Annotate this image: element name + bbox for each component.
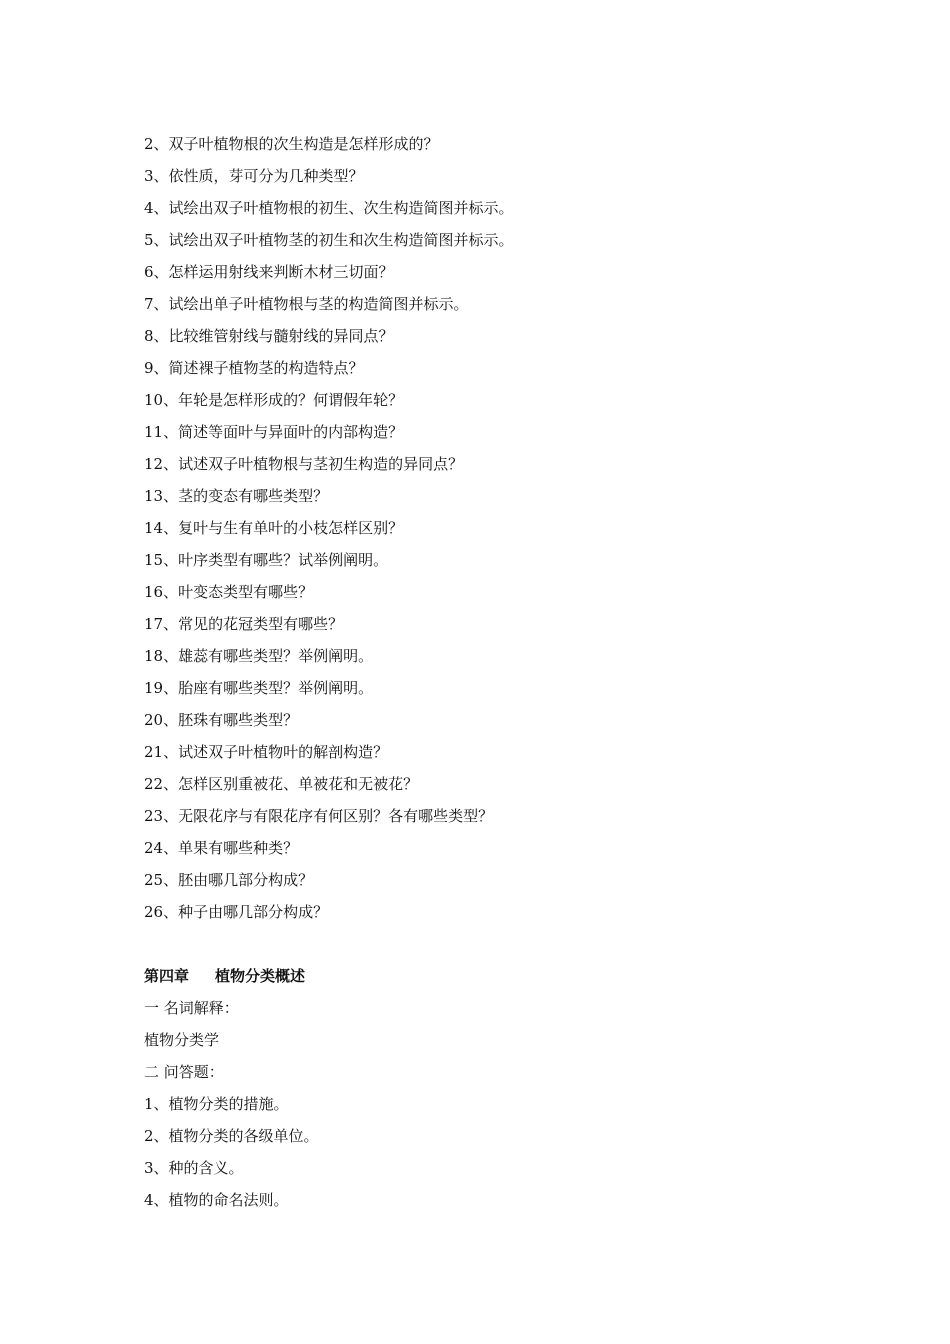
list-item: 12、试述双子叶植物根与茎初生构造的异同点？: [144, 455, 464, 473]
list-item: 20、胚珠有哪些类型？: [144, 711, 299, 729]
section-heading-terms: 一 名词解释：: [144, 999, 239, 1017]
list-item: 1、植物分类的措施。: [144, 1095, 289, 1113]
list-item: 22、怎样区别重被花、单被花和无被花？: [144, 775, 419, 793]
term-item: 植物分类学: [144, 1031, 220, 1049]
list-item: 4、试绘出双子叶植物根的初生、次生构造简图并标示。: [144, 199, 514, 217]
chapter3-question-list: [144, 128, 844, 928]
list-item: 25、胚由哪几部分构成？: [144, 871, 314, 889]
section-spacer: [144, 928, 844, 960]
list-item: 17、常见的花冠类型有哪些？: [144, 615, 344, 633]
list-item: 7、试绘出单子叶植物根与茎的构造简图并标示。: [144, 295, 469, 313]
list-item: 14、复叶与生有单叶的小枝怎样区别？: [144, 519, 404, 537]
list-item: 9、简述裸子植物茎的构造特点？: [144, 359, 364, 377]
list-item: 16、叶变态类型有哪些？: [144, 583, 314, 601]
list-item: 2、双子叶植物根的次生构造是怎样形成的？: [144, 135, 439, 153]
section-heading-questions: 二 问答题：: [144, 1063, 224, 1081]
chapter-heading: [144, 960, 844, 992]
list-item: 19、胎座有哪些类型？举例阐明。: [144, 679, 374, 697]
list-item: 24、单果有哪些种类？: [144, 839, 299, 857]
chapter4-question-list: [144, 1088, 844, 1216]
list-item: 26、种子由哪几部分构成？: [144, 903, 329, 921]
list-item: 11、简述等面叶与异面叶的内部构造？: [144, 423, 404, 441]
list-item: 5、试绘出双子叶植物茎的初生和次生构造简图并标示。: [144, 231, 514, 249]
chapter-title: 植物分类概述: [215, 967, 306, 985]
list-item: 21、试述双子叶植物叶的解剖构造？: [144, 743, 389, 761]
list-item: 23、无限花序与有限花序有何区别？各有哪些类型？: [144, 807, 494, 825]
chapter-number: 第四章: [144, 967, 190, 985]
list-item: 13、茎的变态有哪些类型？: [144, 487, 329, 505]
list-item: 4、植物的命名法则。: [144, 1191, 289, 1209]
list-item: 15、叶序类型有哪些？试举例阐明。: [144, 551, 389, 569]
list-item: 3、依性质，芽可分为几种类型？: [144, 167, 364, 185]
list-item: 6、怎样运用射线来判断木材三切面？: [144, 263, 394, 281]
list-item: 10、年轮是怎样形成的？何谓假年轮？: [144, 391, 404, 409]
list-item: 18、雄蕊有哪些类型？举例阐明。: [144, 647, 374, 665]
list-item: 3、种的含义。: [144, 1159, 244, 1177]
list-item: 8、比较维管射线与髓射线的异同点？: [144, 327, 394, 345]
list-item: 2、植物分类的各级单位。: [144, 1127, 319, 1145]
document-page: [144, 128, 844, 1216]
